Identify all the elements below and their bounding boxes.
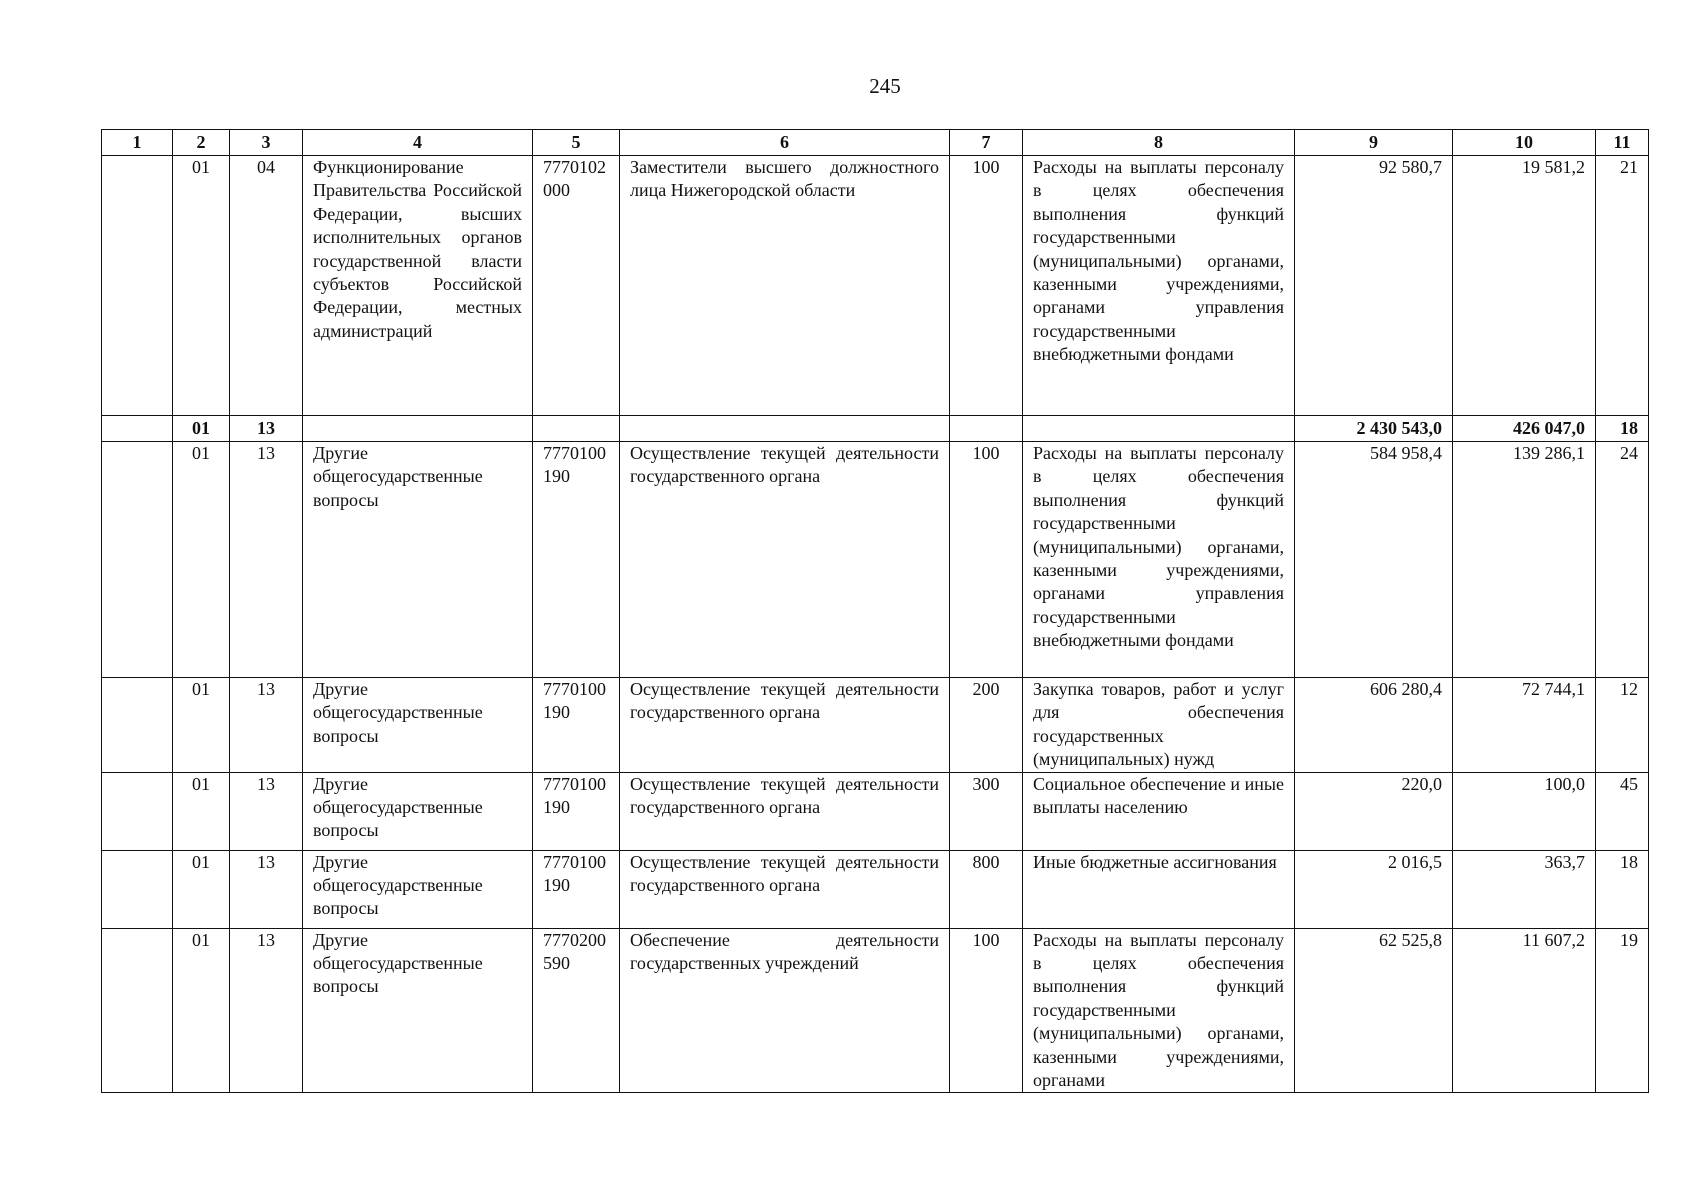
- cell-section-name: Функционирование Правительства Российской Федерации, высших исполнительных органов государственной власти субъектов Российской Федерации, местных администраций: [303, 156, 533, 416]
- cell-expense-type-name: Расходы на выплаты персоналу в целях обеспечения выполнения функций государственными (муниципальными) органами, казенными учреждениями, органами: [1023, 928, 1295, 1093]
- cell-target-name: [620, 416, 950, 442]
- cell-section-name: Другие общегосударственные вопросы: [303, 772, 533, 850]
- cell-section-name: Другие общегосударственные вопросы: [303, 678, 533, 773]
- column-header: 2: [173, 130, 230, 156]
- cell-section-name: Другие общегосударственные вопросы: [303, 850, 533, 928]
- cell-subsection: 13: [230, 772, 303, 850]
- cell-section-name: [303, 416, 533, 442]
- cell-subsection: 13: [230, 416, 303, 442]
- cell-subsection: 04: [230, 156, 303, 416]
- cell-percent: 18: [1596, 416, 1649, 442]
- cell-percent: 24: [1596, 442, 1649, 678]
- column-header: 3: [230, 130, 303, 156]
- column-header: 7: [950, 130, 1023, 156]
- cell-section-name: Другие общегосударственные вопросы: [303, 928, 533, 1093]
- column-header: 11: [1596, 130, 1649, 156]
- cell-amount-plan: 92 580,7: [1295, 156, 1453, 416]
- cell-section: 01: [173, 678, 230, 773]
- cell-expense-type-name: Расходы на выплаты персоналу в целях обеспечения выполнения функций государственными (муниципальными) органами, казенными учреждениями, органами управления государственными внебюджетными фондами: [1023, 156, 1295, 416]
- column-header: 5: [533, 130, 620, 156]
- table-row: [102, 678, 1649, 773]
- cell-target-code: 7770100190: [533, 678, 620, 773]
- cell-expense-type-name: Расходы на выплаты персоналу в целях обеспечения выполнения функций государственными (муниципальными) органами, казенными учреждениями, органами управления государственными внебюджетными фондами: [1023, 442, 1295, 678]
- cell-col1: [102, 928, 173, 1093]
- cell-amount-actual: 363,7: [1453, 850, 1596, 928]
- cell-amount-plan: 606 280,4: [1295, 678, 1453, 773]
- cell-target-code: 7770102000: [533, 156, 620, 416]
- cell-target-code: 7770100190: [533, 442, 620, 678]
- cell-amount-plan: 220,0: [1295, 772, 1453, 850]
- cell-target-name: Осуществление текущей деятельности государственного органа: [620, 678, 950, 773]
- table-row: [102, 928, 1649, 1093]
- page-number: 245: [869, 74, 901, 98]
- cell-target-name: Осуществление текущей деятельности государственного органа: [620, 850, 950, 928]
- cell-col1: [102, 416, 173, 442]
- column-header: 10: [1453, 130, 1596, 156]
- column-header: 4: [303, 130, 533, 156]
- cell-target-name: Заместители высшего должностного лица Нижегородской области: [620, 156, 950, 416]
- cell-expense-type: 200: [950, 678, 1023, 773]
- cell-subsection: 13: [230, 850, 303, 928]
- cell-target-code: 7770200590: [533, 928, 620, 1093]
- cell-amount-plan: 584 958,4: [1295, 442, 1453, 678]
- cell-percent: 19: [1596, 928, 1649, 1093]
- cell-expense-type-name: Социальное обеспечение и иные выплаты населению: [1023, 772, 1295, 850]
- cell-expense-type-name: Закупка товаров, работ и услуг для обеспечения государственных (муниципальных) нужд: [1023, 678, 1295, 773]
- cell-expense-type-name: Иные бюджетные ассигнования: [1023, 850, 1295, 928]
- cell-expense-type: 100: [950, 442, 1023, 678]
- cell-expense-type: 100: [950, 928, 1023, 1093]
- cell-amount-actual: 72 744,1: [1453, 678, 1596, 773]
- column-header: 9: [1295, 130, 1453, 156]
- cell-amount-plan: 2 430 543,0: [1295, 416, 1453, 442]
- cell-amount-actual: 19 581,2: [1453, 156, 1596, 416]
- table-row: [102, 772, 1649, 850]
- cell-amount-actual: 139 286,1: [1453, 442, 1596, 678]
- cell-amount-actual: 426 047,0: [1453, 416, 1596, 442]
- cell-percent: 21: [1596, 156, 1649, 416]
- cell-amount-actual: 11 607,2: [1453, 928, 1596, 1093]
- table-row: [102, 850, 1649, 928]
- cell-amount-plan: 62 525,8: [1295, 928, 1453, 1093]
- cell-col1: [102, 772, 173, 850]
- cell-percent: 12: [1596, 678, 1649, 773]
- budget-table: [101, 129, 1649, 1093]
- column-header: 6: [620, 130, 950, 156]
- cell-section: 01: [173, 416, 230, 442]
- cell-target-name: Осуществление текущей деятельности государственного органа: [620, 772, 950, 850]
- cell-percent: 45: [1596, 772, 1649, 850]
- cell-target-code: 7770100190: [533, 772, 620, 850]
- cell-col1: [102, 678, 173, 773]
- cell-percent: 18: [1596, 850, 1649, 928]
- cell-amount-actual: 100,0: [1453, 772, 1596, 850]
- table-row: [102, 156, 1649, 416]
- table-header-row: [102, 130, 1649, 156]
- cell-expense-type: [950, 416, 1023, 442]
- cell-subsection: 13: [230, 678, 303, 773]
- cell-section: 01: [173, 442, 230, 678]
- cell-expense-type: 100: [950, 156, 1023, 416]
- cell-expense-type: 300: [950, 772, 1023, 850]
- column-header: 1: [102, 130, 173, 156]
- column-header: 8: [1023, 130, 1295, 156]
- cell-target-code: [533, 416, 620, 442]
- table-row: [102, 442, 1649, 678]
- cell-subsection: 13: [230, 442, 303, 678]
- cell-amount-plan: 2 016,5: [1295, 850, 1453, 928]
- cell-section: 01: [173, 928, 230, 1093]
- cell-section: 01: [173, 772, 230, 850]
- cell-col1: [102, 442, 173, 678]
- cell-subsection: 13: [230, 928, 303, 1093]
- cell-target-code: 7770100190: [533, 850, 620, 928]
- cell-section-name: Другие общегосударственные вопросы: [303, 442, 533, 678]
- cell-col1: [102, 850, 173, 928]
- cell-target-name: Обеспечение деятельности государственных учреждений: [620, 928, 950, 1093]
- subtotal-row: [102, 416, 1649, 442]
- cell-expense-type: 800: [950, 850, 1023, 928]
- cell-section: 01: [173, 156, 230, 416]
- cell-target-name: Осуществление текущей деятельности государственного органа: [620, 442, 950, 678]
- cell-expense-type-name: [1023, 416, 1295, 442]
- cell-section: 01: [173, 850, 230, 928]
- cell-col1: [102, 156, 173, 416]
